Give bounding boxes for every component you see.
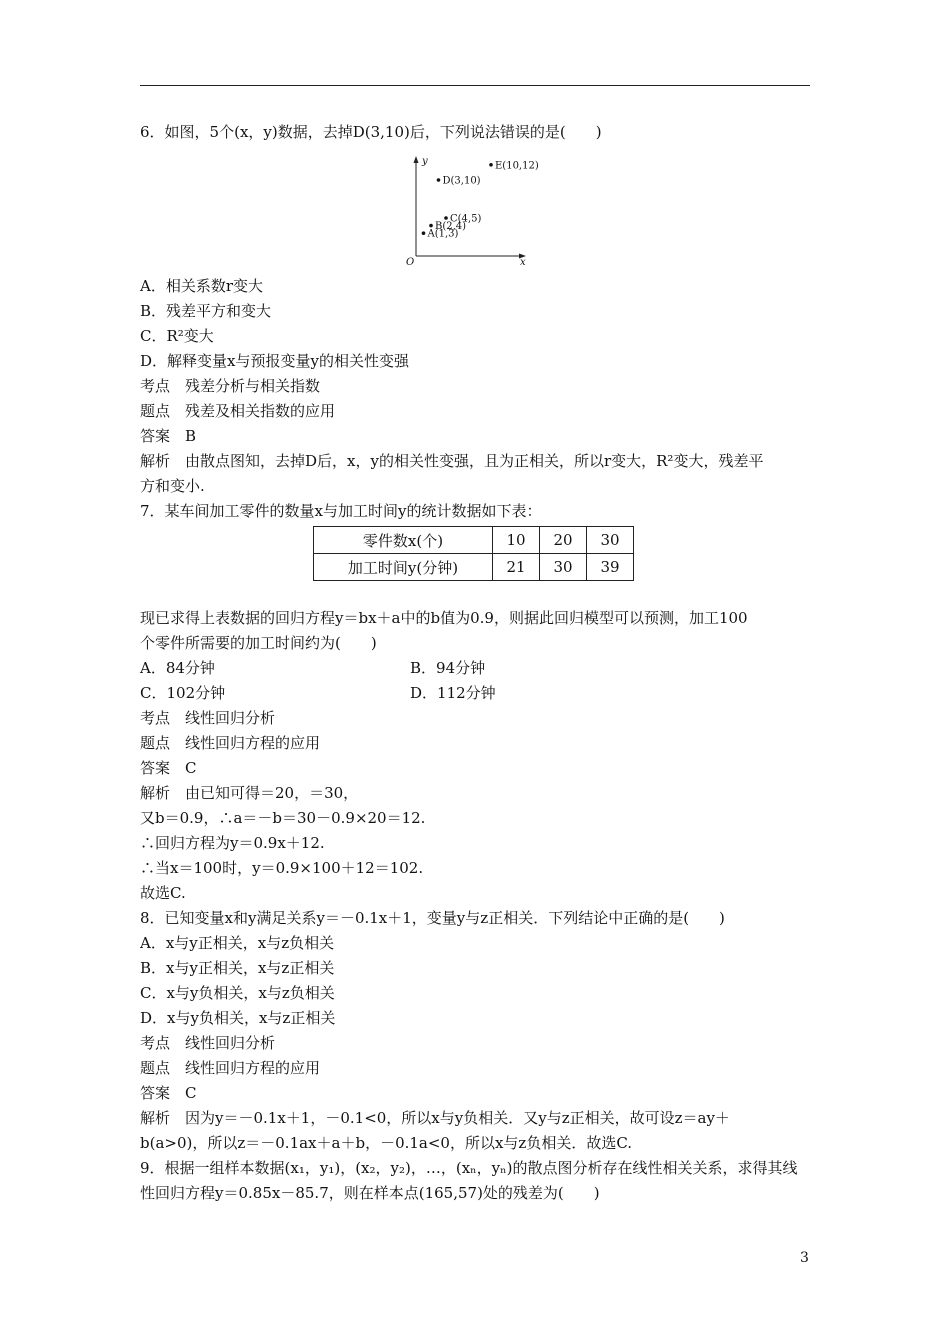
- q6-stem: 6．如图，5个(x，y)数据，去掉D(3,10)后，下列说法错误的是( ): [140, 123, 602, 141]
- table-cell: 20: [540, 527, 587, 554]
- table-cell: 加工时间y(分钟): [314, 554, 493, 581]
- q6-option-c: C．R²变大: [140, 327, 214, 345]
- q8-tidian: 题点 线性回归方程的应用: [140, 1059, 321, 1077]
- table-row: [314, 554, 634, 581]
- scatter-point: [422, 231, 426, 235]
- q7-tidian: 题点 线性回归方程的应用: [140, 734, 321, 752]
- scatter-point-label: C(4,5): [450, 213, 482, 225]
- q8-analysis-2: b(a>0)，所以z＝－0.1ax＋a＋b，－0.1a<0，所以x与z负相关．故选C.: [140, 1134, 633, 1152]
- q7-analysis-1: 解析 由已知可得＝20，＝30，: [140, 784, 359, 802]
- q8-option-b: B．x与y正相关，x与z正相关: [140, 959, 335, 977]
- table-cell: 零件数x(个): [314, 527, 493, 554]
- q8-option-a: A．x与y正相关，x与z负相关: [140, 934, 335, 952]
- q8-stem: 8．已知变量x和y满足关系y＝－0.1x＋1，变量y与z正相关．下列结论中正确的是( ): [140, 909, 725, 927]
- q7-text-1: 现已求得上表数据的回归方程y＝bx＋a中的b值为0.9，则据此回归模型可以预测，加工100: [140, 609, 748, 627]
- origin-label: O: [406, 257, 415, 268]
- q7-text-2: 个零件所需要的加工时间约为( ): [140, 634, 377, 652]
- q7-option-a: A．84分钟: [140, 659, 215, 677]
- q9-stem-1: 9．根据一组样本数据(x₁，y₁)，(x₂，y₂)，…，(xₙ，yₙ)的散点图分析存在线性相关关系，求得其线: [140, 1159, 798, 1177]
- q7-analysis-3: ∴回归方程为y＝0.9x＋12.: [140, 834, 325, 852]
- table-cell: 39: [587, 554, 634, 581]
- q8-kaodian: 考点 线性回归分析: [140, 1034, 276, 1052]
- q9-stem-2: 性回归方程y＝0.85x－85.7，则在样本点(165,57)处的残差为( ): [140, 1184, 600, 1202]
- table-row: [314, 527, 634, 554]
- q7-analysis-5: 故选C.: [140, 884, 186, 902]
- scatter-point-label: E(10,12): [495, 160, 539, 172]
- scatter-svg: [400, 150, 540, 270]
- header-rule: [140, 85, 810, 86]
- q6-answer: 答案 B: [140, 427, 197, 445]
- q7-option-d: D．112分钟: [410, 684, 496, 702]
- y-axis-arrow: [414, 156, 419, 163]
- q8-analysis-1: 解析 因为y＝－0.1x＋1，－0.1<0，所以x与y负相关．又y与z正相关，故可设z＝ay＋: [140, 1109, 730, 1127]
- table-cell: 21: [493, 554, 540, 581]
- q6-kaodian: 考点 残差分析与相关指数: [140, 377, 321, 395]
- q8-option-c: C．x与y负相关，x与z负相关: [140, 984, 335, 1002]
- q7-data-table: [313, 526, 634, 581]
- q6-analysis-1: 解析 由散点图知，去掉D后，x，y的相关性变强，且为正相关，所以r变大，R²变大，残差平: [140, 452, 764, 470]
- q7-option-c: C．102分钟: [140, 684, 226, 702]
- q6-tidian: 题点 残差及相关指数的应用: [140, 402, 336, 420]
- q6-option-d: D．解释变量x与预报变量y的相关性变强: [140, 352, 409, 370]
- q7-answer: 答案 C: [140, 759, 197, 777]
- scatter-plot: [400, 150, 540, 270]
- q8-option-d: D．x与y负相关，x与z正相关: [140, 1009, 336, 1027]
- q6-option-a: A．相关系数r变大: [140, 277, 264, 295]
- q7-kaodian: 考点 线性回归分析: [140, 709, 276, 727]
- scatter-point: [429, 224, 433, 228]
- x-axis-label: x: [520, 257, 526, 268]
- page-number: 3: [800, 1250, 809, 1266]
- scatter-point: [489, 163, 493, 167]
- q7-option-b: B．94分钟: [410, 659, 486, 677]
- table-cell: 10: [493, 527, 540, 554]
- scatter-points: [422, 160, 539, 239]
- table-cell: 30: [587, 527, 634, 554]
- q6-analysis-2: 方和变小.: [140, 477, 205, 495]
- scatter-point-label: D(3,10): [442, 175, 481, 187]
- scatter-point: [437, 178, 441, 182]
- scatter-point-label: B(2,4): [435, 221, 467, 233]
- table-cell: 30: [540, 554, 587, 581]
- q7-stem: 7．某车间加工零件的数量x与加工时间y的统计数据如下表：: [140, 502, 542, 520]
- y-axis-label: y: [422, 156, 428, 167]
- q8-answer: 答案 C: [140, 1084, 197, 1102]
- scatter-point: [444, 216, 448, 220]
- q7-analysis-4: ∴当x＝100时，y＝0.9×100＋12＝102.: [140, 859, 424, 877]
- q7-analysis-2: 又b＝0.9，∴a＝－b＝30－0.9×20＝12.: [140, 809, 426, 827]
- scatter-point-label: A(1,3): [427, 228, 459, 240]
- q6-option-b: B．残差平方和变大: [140, 302, 272, 320]
